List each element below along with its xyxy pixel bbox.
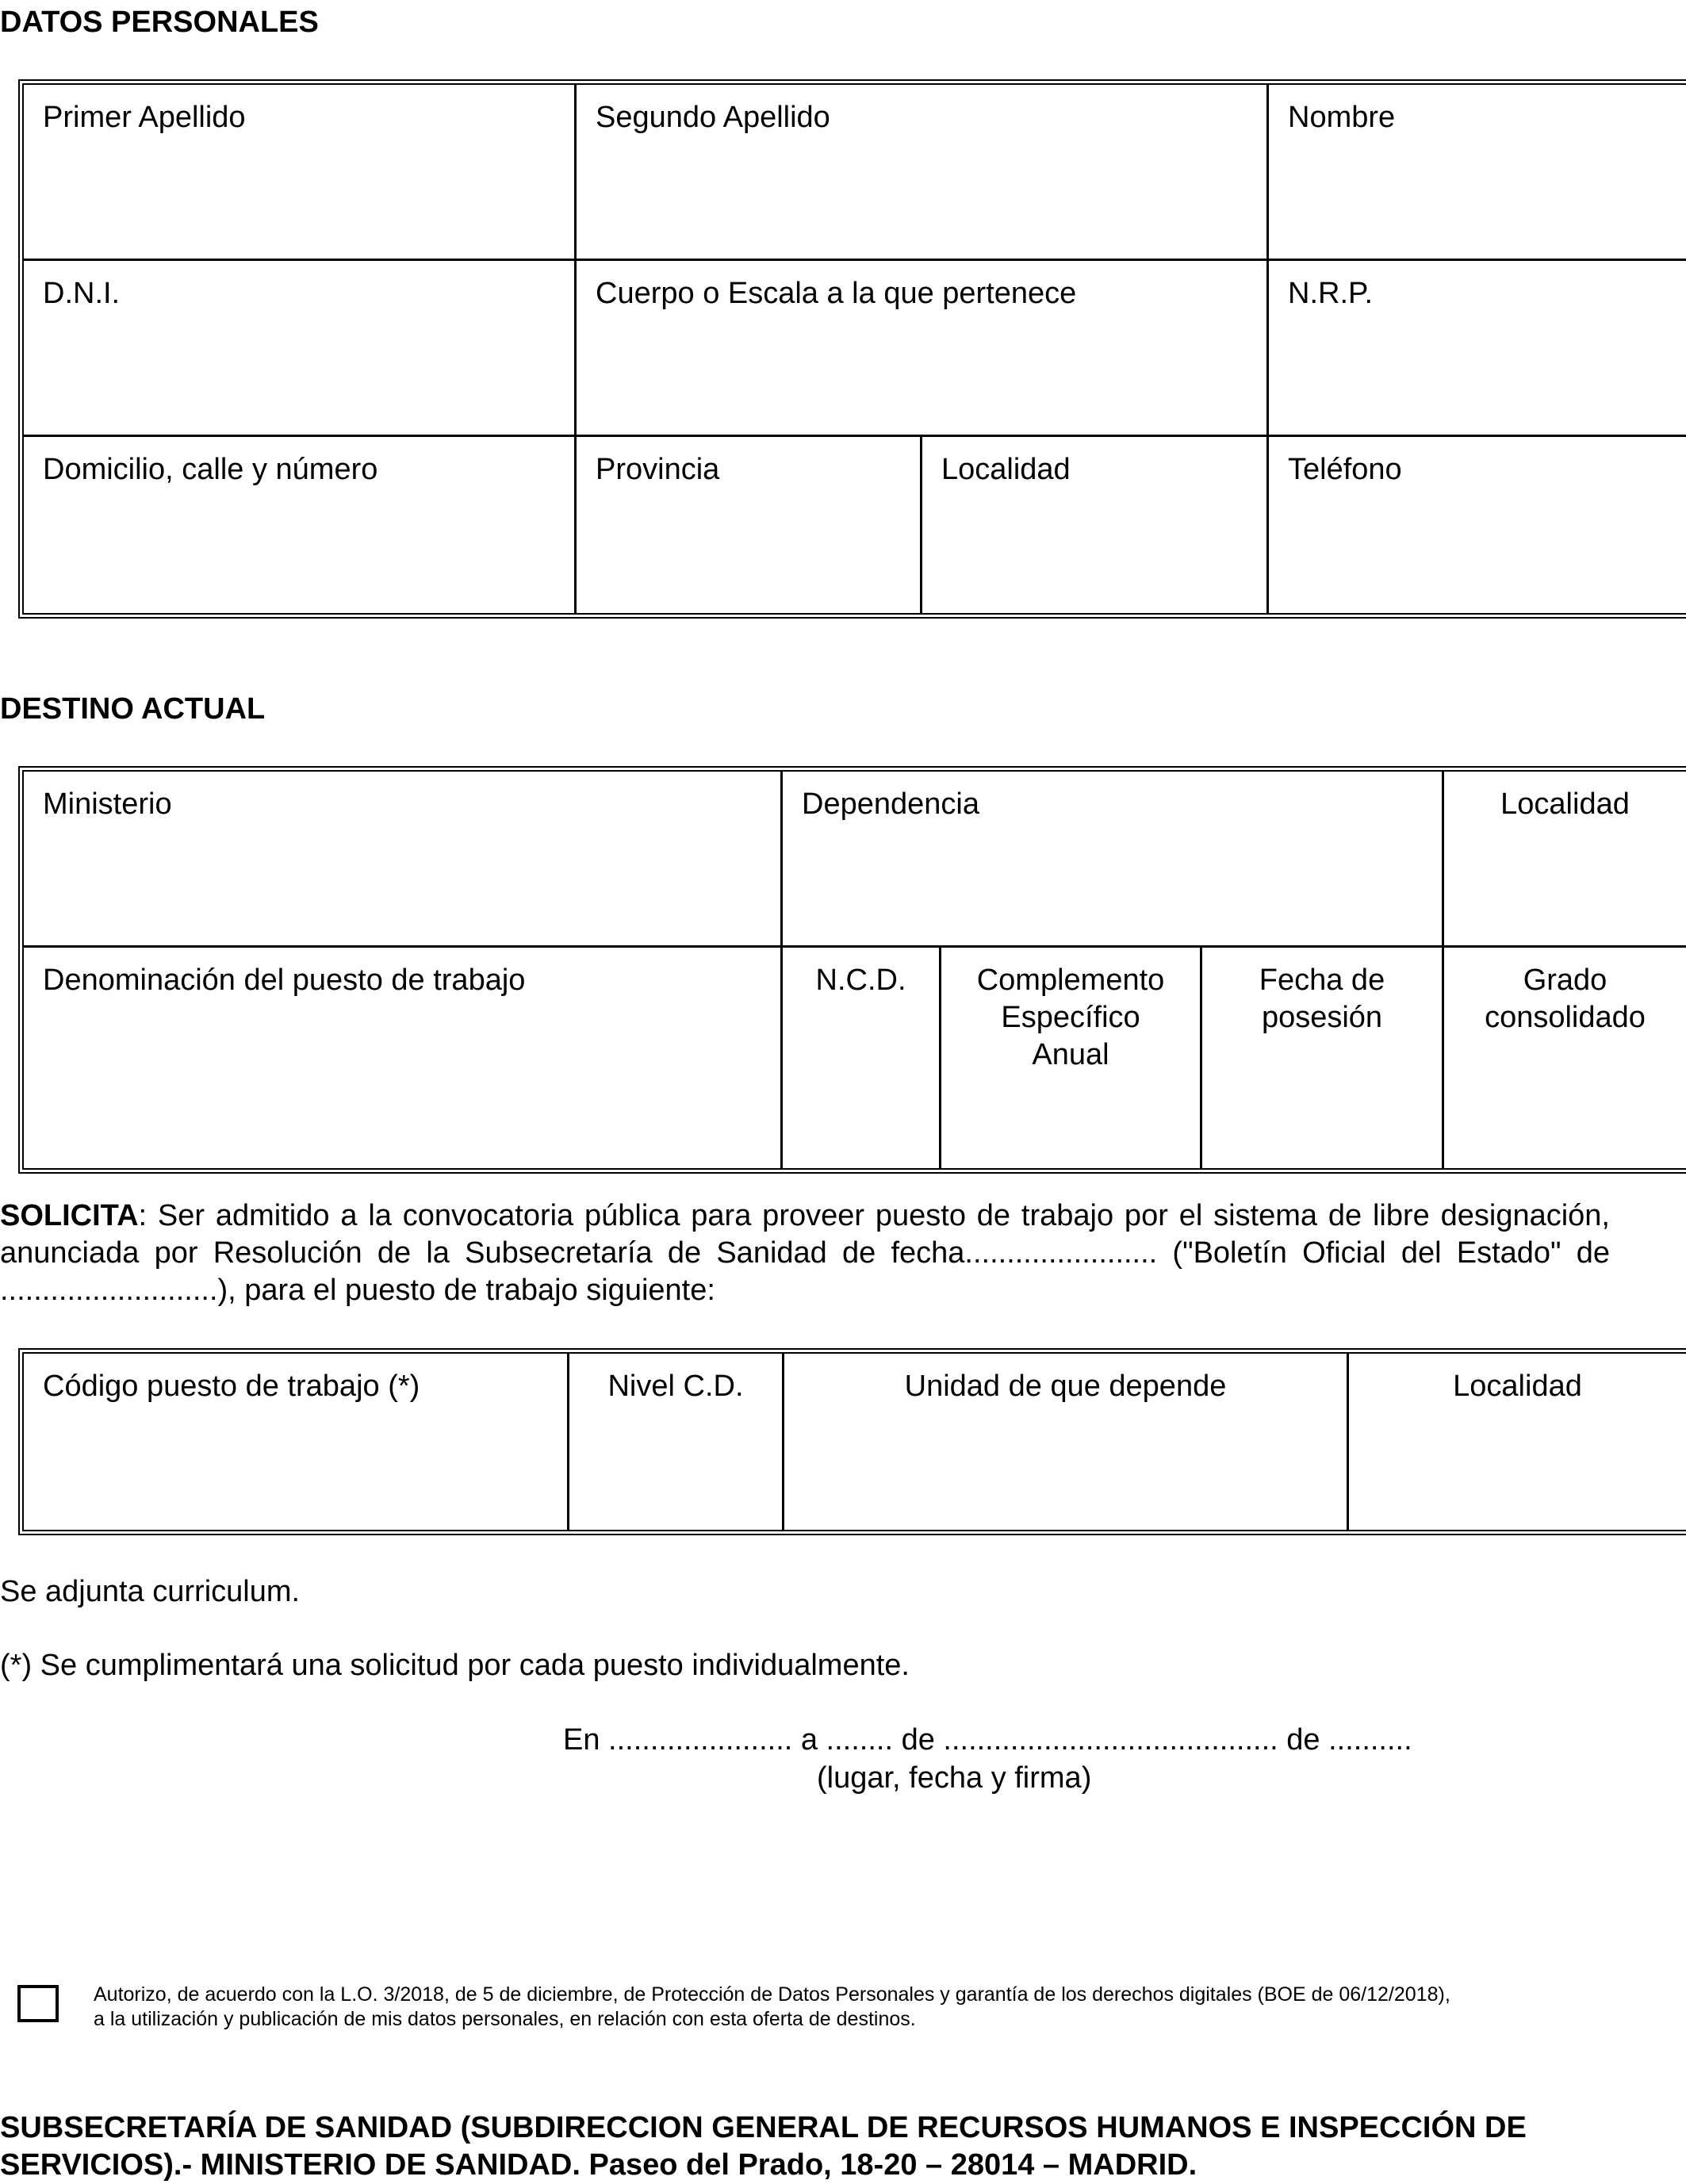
consent-text [94, 1983, 1450, 2032]
dependencia-field[interactable]: Dependencia [783, 772, 1444, 948]
datos-personales-table [18, 79, 1686, 619]
unidad-depende-field[interactable]: Unidad de que depende [784, 1354, 1349, 1530]
fecha-label-2: posesión [1261, 1001, 1383, 1034]
provincia-field[interactable]: Provincia [577, 437, 922, 613]
signature-caption: (lugar, fecha y firma) [817, 1761, 1092, 1795]
consent-line-1: Autorizo, de acuerdo con la L.O. 3/2018, de 5 de diciembre, de Protección de Datos Personales y garantía de los derechos digitales (BOE de 06/12/2018), [94, 1983, 1450, 2006]
nombre-field[interactable]: Nombre [1269, 85, 1686, 261]
grado-label-2: consolidado [1485, 1001, 1646, 1034]
fecha-posesion-field[interactable] [1202, 948, 1444, 1168]
complemento-label-3: Anual [1032, 1038, 1109, 1071]
localidad-puesto-field[interactable]: Localidad [1453, 1370, 1582, 1403]
solicita-paragraph [0, 1197, 1610, 1309]
solicita-text: : Ser admitido a la convocatoria pública para proveer puesto de trabajo por el sistema de libre designación, anunciada por Resolución de la Subsecretaría de Sanidad de fecha....................... ("Boletín Oficial del Estado" de ..........................), para el puesto de trabajo siguiente: [0, 1199, 1610, 1307]
solicita-label: SOLICITA [0, 1199, 139, 1232]
fecha-label-1: Fecha de [1259, 964, 1385, 997]
footer-line-1: SUBSECRETARÍA DE SANIDAD (SUBDIRECCION GENERAL DE RECURSOS HUMANOS E INSPECCIÓN DE [0, 2111, 1527, 2144]
footer-line-2: SERVICIOS).- MINISTERIO DE SANIDAD. Paseo del Prado, 18-20 – 28014 – MADRID. [0, 2148, 1197, 2182]
localidad-field[interactable]: Localidad [922, 437, 1269, 613]
destino-actual-table [18, 766, 1686, 1174]
complemento-label-1: Complemento [976, 964, 1165, 997]
telefono-field[interactable]: Teléfono [1288, 453, 1402, 486]
nivel-cd-field[interactable]: Nivel C.D. [569, 1354, 784, 1530]
consent-checkbox[interactable] [17, 1985, 59, 2022]
signature-line[interactable]: En ...................... a ........ de ........................................ de .......... [563, 1723, 1412, 1757]
ministerio-field[interactable]: Ministerio [24, 772, 783, 948]
grado-label-1: Grado [1523, 964, 1607, 997]
complemento-especifico-field[interactable] [941, 948, 1202, 1168]
denominacion-puesto-field[interactable]: Denominación del puesto de trabajo [24, 948, 783, 1168]
codigo-puesto-field[interactable]: Código puesto de trabajo (*) [24, 1354, 569, 1530]
dni-field[interactable]: D.N.I. [24, 261, 577, 437]
destino-actual-heading: DESTINO ACTUAL [0, 692, 266, 726]
localidad-actual-field[interactable]: Localidad [1444, 772, 1686, 948]
datos-personales-heading: DATOS PERSONALES [0, 6, 319, 39]
puesto-solicitado-table [18, 1348, 1686, 1535]
footer-address [0, 2109, 1665, 2184]
cuerpo-escala-field[interactable]: Cuerpo o Escala a la que pertenece [577, 261, 1269, 437]
asterisk-note: (*) Se cumplimentará una solicitud por cada puesto individualmente. [0, 1649, 910, 1682]
primer-apellido-field[interactable]: Primer Apellido [24, 85, 577, 261]
ncd-field[interactable]: N.C.D. [783, 948, 941, 1168]
consent-line-2: a la utilización y publicación de mis datos personales, en relación con esta oferta de destinos. [94, 2008, 916, 2030]
nrp-field[interactable]: N.R.P. [1269, 261, 1686, 437]
domicilio-field[interactable]: Domicilio, calle y número [24, 437, 577, 613]
curriculum-note: Se adjunta curriculum. [0, 1575, 301, 1608]
complemento-label-2: Específico [1001, 1001, 1140, 1034]
segundo-apellido-field[interactable]: Segundo Apellido [577, 85, 1269, 261]
grado-consolidado-field[interactable] [1444, 948, 1686, 1168]
